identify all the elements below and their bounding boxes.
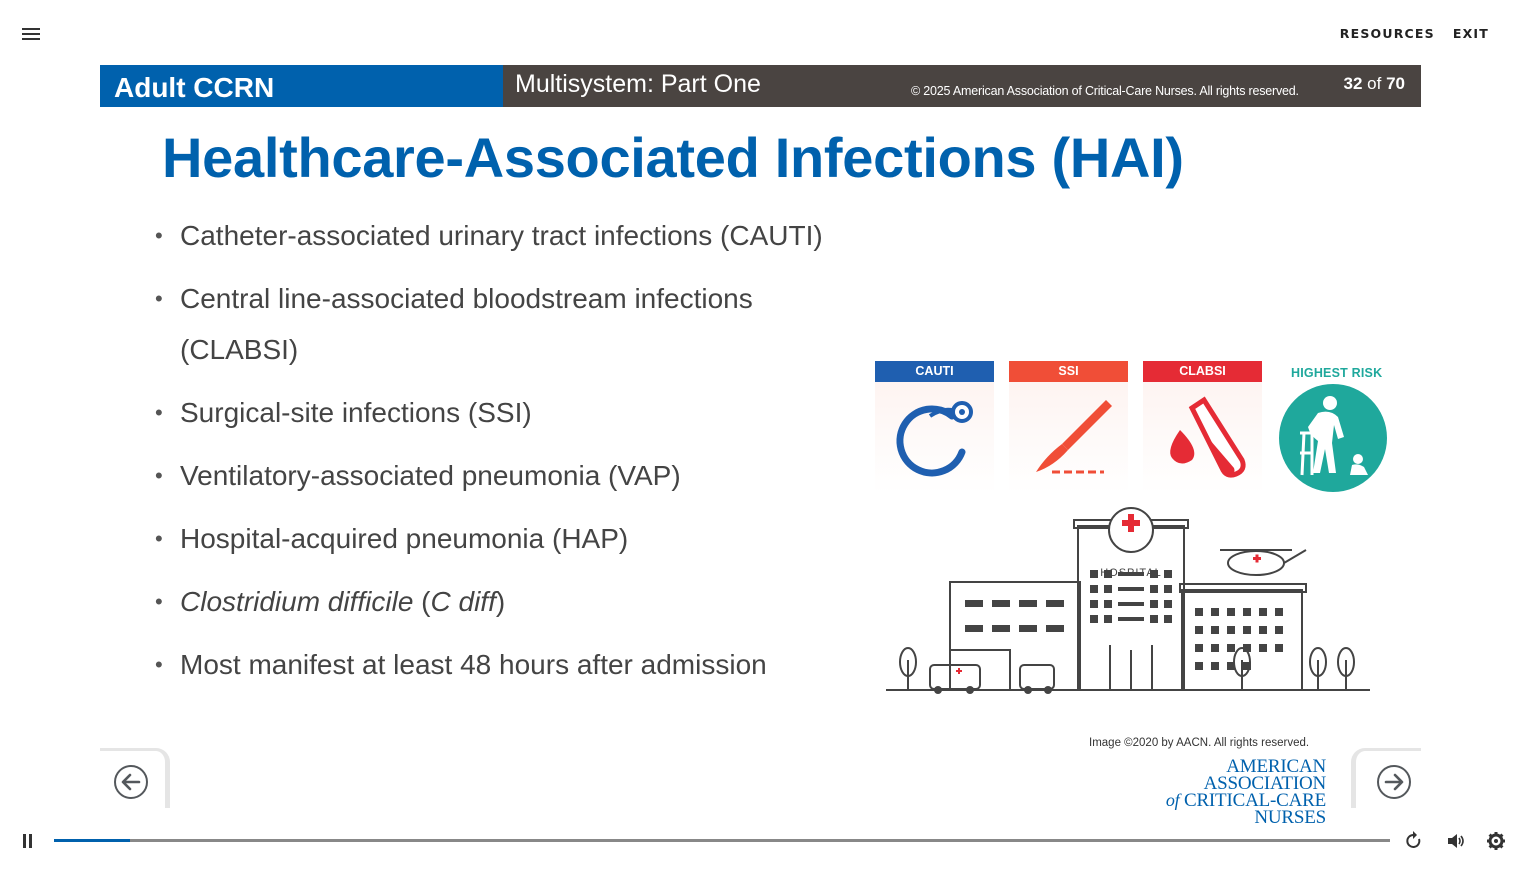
tile-label: SSI [1009,361,1128,382]
slide-title: Healthcare-Associated Infections (HAI) [162,126,1184,189]
hospital-sign: HOSPITAL [1100,567,1162,579]
player-controls [0,820,1519,873]
bullet-item [155,576,855,627]
blood-tube-icon [1158,390,1248,480]
bullet-item: • Most manifest at least 48 hours after admission [155,639,855,690]
bullet-item: • Central line-associated bloodstream infections (CLABSI) [155,273,855,375]
bullet-item: • Ventilatory-associated pneumonia (VAP) [155,450,855,501]
risk-label: HIGHEST RISK [1291,366,1383,380]
page-counter [1344,74,1406,94]
copyright-text: © 2025 American Association of Critical-Care Nurses. All rights reserved. [911,84,1299,98]
course-title: Adult CCRN [114,72,275,103]
logo-line-2-rest: CRITICAL-CARE NURSES [1179,790,1326,828]
volume-icon[interactable] [1446,831,1466,851]
bullet-item: • Hospital-acquired pneumonia (HAP) [155,513,855,564]
page-of: of [1367,74,1382,93]
bullet-plain-close: ) [495,586,506,617]
bullet-italic-name: Clostridium difficile [180,586,414,617]
logo-line-1: AMERICAN ASSOCIATION [1203,756,1326,794]
arrow-left-icon [114,765,148,799]
bullet-list [155,210,855,702]
arrow-right-icon [1377,765,1411,799]
bullet-item: • Catheter-associated urinary tract infections (CAUTI) [155,210,855,261]
module-banner [503,65,1421,107]
tile-label: CLABSI [1143,361,1262,382]
bullet-plain-open: ( [413,586,431,617]
top-nav [1340,26,1489,41]
settings-gear-icon[interactable] [1486,831,1506,851]
tile-ssi [1009,361,1128,493]
bullet-italic-abbr: C diff [430,586,496,617]
slide-banner [100,65,1421,107]
resources-link[interactable]: RESOURCES [1339,26,1435,41]
progress-fill [54,839,130,842]
module-title: Multisystem: Part One [515,70,761,98]
catheter-icon [890,390,980,480]
page-current: 32 [1343,74,1363,93]
hospital-building-icon [870,500,1400,700]
aacn-logo [1104,758,1326,826]
logo-of: of [1165,790,1180,810]
course-banner [100,65,503,107]
page-total: 70 [1386,74,1405,93]
menu-icon[interactable] [22,26,46,44]
slide-canvas [100,65,1421,828]
image-credit: Image ©2020 by AACN. All rights reserved. [1089,737,1310,749]
elderly-walker-icon [1278,383,1388,493]
next-slide-button[interactable] [1351,748,1421,808]
tile-label: CAUTI [875,361,994,382]
scalpel-icon [1024,390,1114,480]
exit-link[interactable]: EXIT [1452,26,1489,41]
prev-slide-button[interactable] [100,748,170,808]
bullet-item: • Surgical-site infections (SSI) [155,387,855,438]
tile-clabsi [1143,361,1262,493]
hai-illustration [870,355,1400,700]
tile-cauti [875,361,994,493]
replay-icon[interactable] [1405,831,1423,851]
progress-bar[interactable] [54,839,1390,842]
pause-icon[interactable] [22,834,34,848]
